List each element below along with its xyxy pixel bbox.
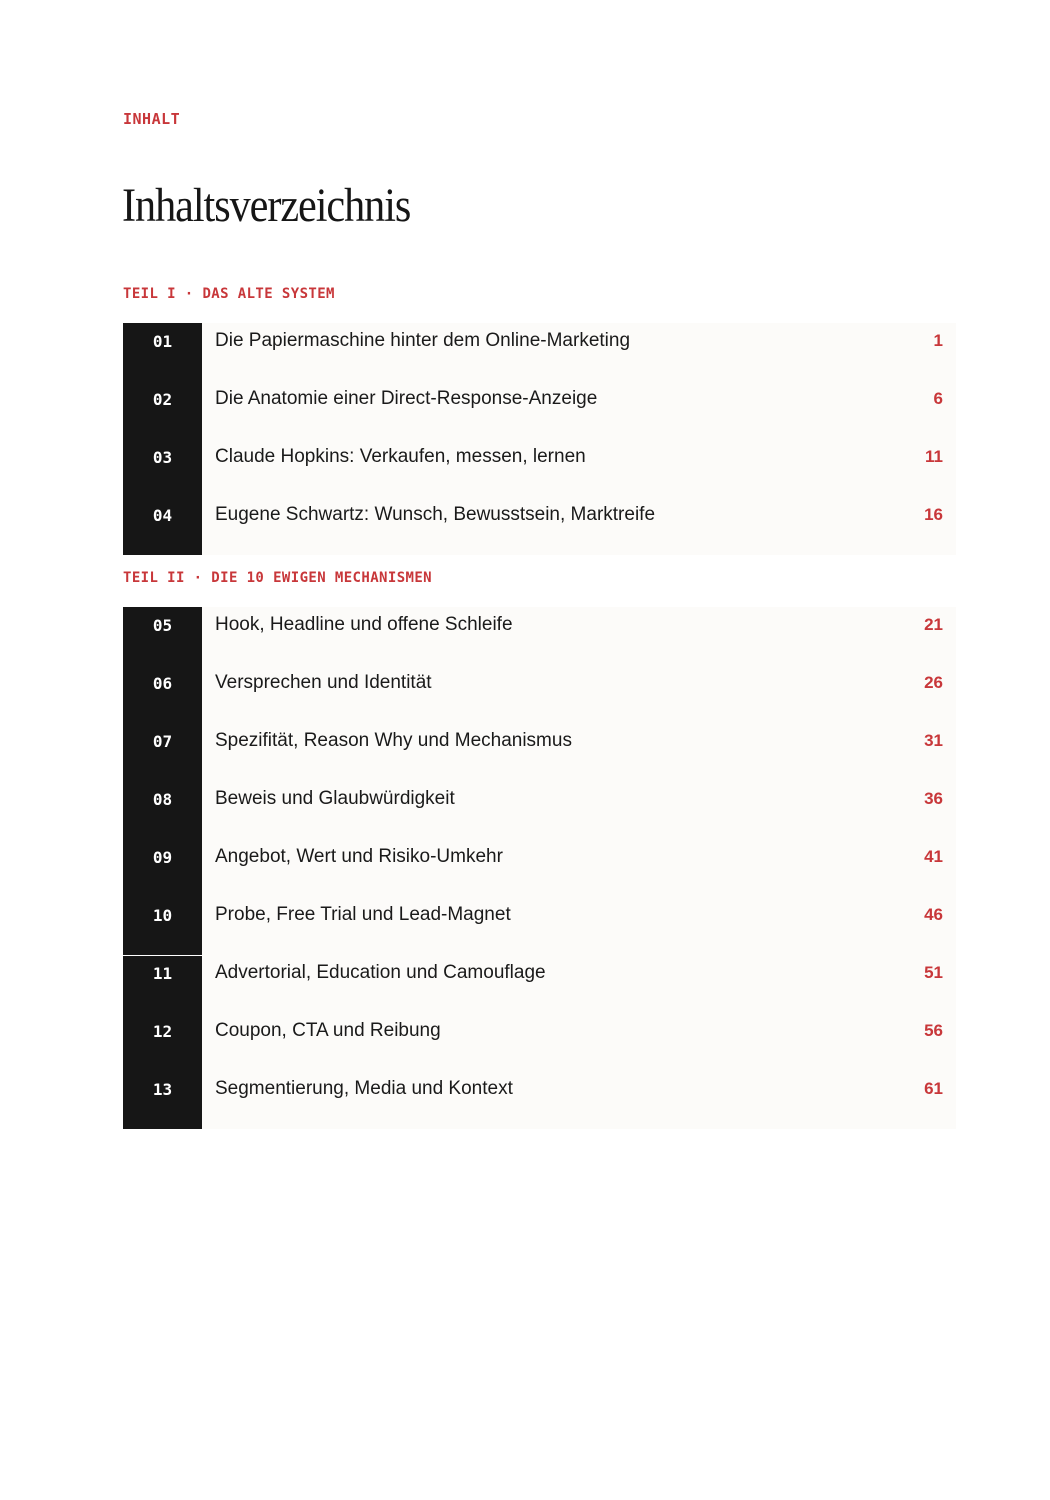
- chapter-title[interactable]: Claude Hopkins: Verkaufen, messen, lernen: [215, 446, 586, 467]
- toc-entry[interactable]: [123, 497, 956, 555]
- chapter-title[interactable]: Eugene Schwartz: Wunsch, Bewusstsein, Marktreife: [215, 504, 656, 525]
- chapter-title[interactable]: Advertorial, Education und Camouflage: [215, 962, 546, 983]
- page-title: Inhaltsverzeichnis: [122, 179, 411, 232]
- chapter-number: 10: [123, 897, 202, 955]
- chapter-title[interactable]: Spezifität, Reason Why und Mechanismus: [215, 730, 572, 751]
- toc-entry[interactable]: [123, 323, 956, 381]
- chapter-title[interactable]: Hook, Headline und offene Schleife: [215, 614, 513, 635]
- chapter-number: 11: [123, 955, 202, 1013]
- chapter-page-number[interactable]: 36: [924, 789, 943, 808]
- toc-entry[interactable]: [123, 1013, 956, 1071]
- toc-entry[interactable]: [123, 381, 956, 439]
- chapter-page-number[interactable]: 41: [924, 847, 943, 866]
- page-break-divider: [123, 955, 202, 956]
- chapter-title[interactable]: Probe, Free Trial und Lead-Magnet: [215, 904, 511, 925]
- chapter-title[interactable]: Segmentierung, Media und Kontext: [215, 1078, 513, 1099]
- chapter-page-number[interactable]: 21: [924, 615, 943, 634]
- toc-entry[interactable]: [123, 439, 956, 497]
- chapter-page-number[interactable]: 11: [925, 447, 943, 466]
- chapter-number: 02: [123, 381, 202, 439]
- toc-entry[interactable]: [123, 897, 956, 955]
- chapter-title[interactable]: Beweis und Glaubwürdigkeit: [215, 788, 455, 809]
- chapter-page-number[interactable]: 56: [924, 1021, 943, 1040]
- chapter-page-number[interactable]: 61: [924, 1079, 943, 1098]
- toc-entry[interactable]: [123, 665, 956, 723]
- section-label-teil-2: TEIL II · DIE 10 EWIGEN MECHANISMEN: [123, 570, 433, 586]
- toc-entry[interactable]: [123, 781, 956, 839]
- chapter-number: 03: [123, 439, 202, 497]
- chapter-title[interactable]: Angebot, Wert und Risiko-Umkehr: [215, 846, 503, 867]
- chapter-title[interactable]: Coupon, CTA und Reibung: [215, 1020, 441, 1041]
- chapter-number: 09: [123, 839, 202, 897]
- chapter-page-number[interactable]: 46: [924, 905, 943, 924]
- page-kicker: INHALT: [123, 110, 181, 128]
- chapter-title[interactable]: Die Anatomie einer Direct-Response-Anzeige: [215, 388, 598, 409]
- toc-entry[interactable]: [123, 1071, 956, 1129]
- chapter-page-number[interactable]: 51: [924, 963, 943, 982]
- chapter-number: 12: [123, 1013, 202, 1071]
- chapter-number: 13: [123, 1071, 202, 1129]
- toc-entry[interactable]: [123, 607, 956, 665]
- chapter-page-number[interactable]: 31: [924, 731, 943, 750]
- chapter-number: 04: [123, 497, 202, 555]
- toc-entry[interactable]: [123, 723, 956, 781]
- chapter-number: 06: [123, 665, 202, 723]
- chapter-page-number[interactable]: 1: [933, 331, 943, 350]
- chapter-page-number[interactable]: 26: [924, 673, 943, 692]
- chapter-page-number[interactable]: 6: [933, 389, 943, 408]
- chapter-title[interactable]: Versprechen und Identität: [215, 672, 432, 693]
- toc-entry[interactable]: [123, 839, 956, 897]
- section-label-teil-1: TEIL I · DAS ALTE SYSTEM: [123, 286, 335, 302]
- chapter-number: 01: [123, 323, 202, 381]
- toc-section-teil-1: [123, 323, 956, 555]
- chapter-number: 05: [123, 607, 202, 665]
- chapter-title[interactable]: Die Papiermaschine hinter dem Online-Marketing: [215, 330, 631, 351]
- chapter-page-number[interactable]: 16: [924, 505, 943, 524]
- chapter-number: 07: [123, 723, 202, 781]
- chapter-number: 08: [123, 781, 202, 839]
- toc-section-teil-2: [123, 607, 956, 1129]
- toc-entry[interactable]: [123, 955, 956, 1013]
